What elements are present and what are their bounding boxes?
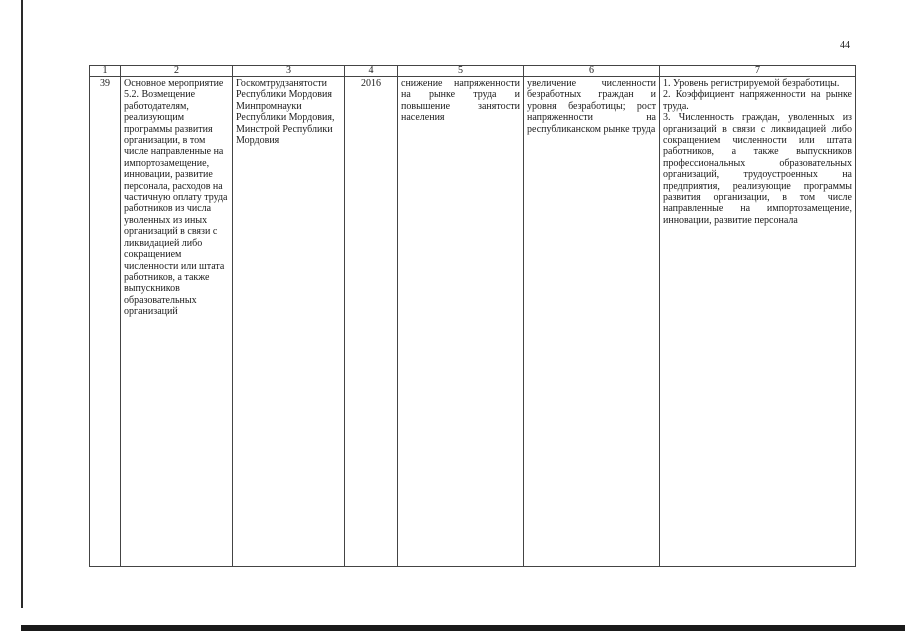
executor-cell: Госкомтрудзанятости Республики Мордовия Минпромнауки Республики Мордовия, Минстрой Республики Мордовия <box>233 77 345 567</box>
header-col-7: 7 <box>660 66 856 77</box>
header-col-1: 1 <box>90 66 121 77</box>
header-col-6: 6 <box>524 66 660 77</box>
header-col-3: 3 <box>233 66 345 77</box>
consequence-cell: увеличение численности безработных граждан и уровня безработицы; рост напряженности на республиканском рынке труда <box>524 77 660 567</box>
indicator-item: 1. Уровень регистрируемой безработицы. <box>663 78 840 89</box>
header-col-2: 2 <box>121 66 233 77</box>
year-cell: 2016 <box>345 77 398 567</box>
indicators-cell <box>660 77 856 567</box>
table-row <box>90 77 856 567</box>
measures-table <box>89 65 856 567</box>
indicator-item: 3. Численность граждан, уволенных из организаций в связи с ликвидацией либо сокращением численности или штата работников, а также выпускников профессиональных образовательных организаций, трудоустроенных на предприятия, реализующие программы развития организации, в том числе направленные на импортозамещение, инновации, развитие персонала <box>663 112 852 226</box>
header-col-4: 4 <box>345 66 398 77</box>
indicator-item: 2. Коэффициент напряженности на рынке труда. <box>663 89 852 112</box>
scan-bottom-bar <box>21 625 905 631</box>
measure-cell: Основное мероприятие 5.2. Возмещение работодателям, реализующим программы развития организации, в том числе направленные на импортозамещение, инновации, развитие персонала, расходов на частичную оплату труда работников из числа уволенных из иных организаций в связи с ликвидацией либо сокращением численности или штата работников, а также выпускников образовательных организаций <box>121 77 233 567</box>
page-edge-rule <box>21 0 23 608</box>
effect-cell: снижение напряженности на рынке труда и повышение занятости населения <box>398 77 524 567</box>
header-col-5: 5 <box>398 66 524 77</box>
row-number: 39 <box>90 77 121 567</box>
page-number: 44 <box>840 40 850 51</box>
header-row <box>90 66 856 77</box>
